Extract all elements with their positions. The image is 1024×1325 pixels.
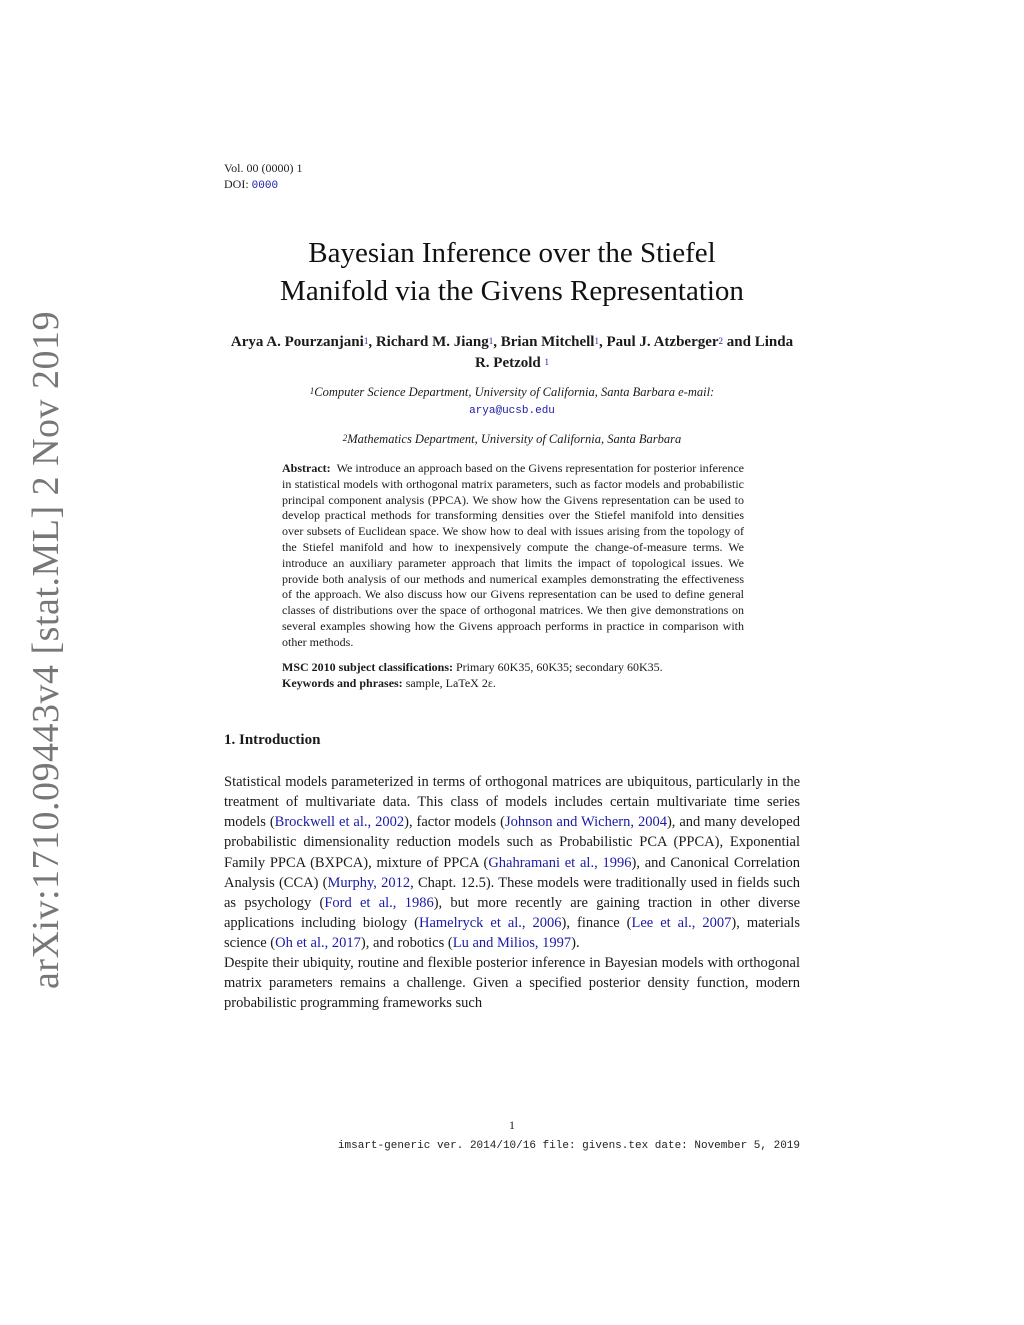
citation-link[interactable]: Brockwell et al., 2002 xyxy=(274,814,405,831)
keywords-text: sample, LaTeX 2ε. xyxy=(405,676,496,691)
citation-link[interactable]: Ghahramani et al., 1996 xyxy=(488,854,632,871)
affiliation-1 xyxy=(224,384,800,400)
text-run: Statistical models parameterized in terms of orthogonal matrices are ubiquitous, particularly in the treatment of multivariate data. This class of models includes certain multivariate time series models ( xyxy=(224,774,800,831)
introduction-body xyxy=(224,772,800,1013)
msc-label: MSC 2010 subject classifications: xyxy=(282,659,453,674)
introduction-paragraph-1 xyxy=(224,772,800,953)
citation-link[interactable]: Lee et al., 2007 xyxy=(631,914,732,931)
text-run: ), and many developed probabilistic dimensionality reduction models such as Probabilistic PCA (PPCA), Exponential Family PPCA (BXPCA), mixture of PPCA ( xyxy=(224,814,800,871)
doi-line xyxy=(224,176,800,194)
affiliation-1-number: 1 xyxy=(309,386,315,396)
msc-text: Primary 60K35, 60K35; secondary 60K35. xyxy=(456,659,663,674)
text-run: ), finance ( xyxy=(561,914,632,931)
citation-link[interactable]: Ford et al., 1986 xyxy=(324,894,434,911)
citation-link[interactable]: Johnson and Wichern, 2004 xyxy=(504,814,667,831)
paper-title xyxy=(224,234,800,310)
paper-page xyxy=(224,160,800,1013)
footer-metadata: imsart-generic ver. 2014/10/16 file: givens.tex date: November 5, 2019 xyxy=(337,1140,800,1152)
author-name: Arya A. Pourzanjani xyxy=(230,334,364,350)
author-affiliation-mark[interactable]: 1 xyxy=(488,336,494,346)
title-line-2: Manifold via the Givens Representation xyxy=(280,275,744,307)
affiliation-2-number: 2 xyxy=(342,433,348,443)
author-name: Brian Mitchell xyxy=(500,334,595,350)
keywords-label: Keywords and phrases: xyxy=(282,676,403,691)
arxiv-identifier-text: arXiv:1710.09443v4 [stat.ML] 2 Nov 2019 xyxy=(25,310,68,990)
affiliation-1-text: Computer Science Department, University of California, Santa Barbara e-mail: xyxy=(314,385,715,399)
journal-meta xyxy=(224,160,800,194)
author-separator: and xyxy=(723,334,755,350)
citation-link[interactable]: Murphy, 2012 xyxy=(327,874,411,891)
text-run: ), and Canonical Correlation Analysis (CCA) ( xyxy=(224,854,801,891)
section-heading-introduction: 1. Introduction xyxy=(224,732,321,749)
abstract-label: Abstract: xyxy=(282,461,331,475)
volume-line: Vol. 00 (0000) 1 xyxy=(224,161,303,175)
text-run: ). xyxy=(571,934,580,951)
citation-link[interactable]: Oh et al., 2017 xyxy=(275,934,361,951)
title-line-1: Bayesian Inference over the Stiefel xyxy=(308,237,716,269)
introduction-paragraph-2: Despite their ubiquity, routine and flexible posterior inference in Bayesian models with orthogonal matrix parameters remains a challenge. Given a specified posterior density function, modern probabilistic programming frameworks such xyxy=(224,955,800,1012)
author-affiliation-mark[interactable]: 1 xyxy=(594,336,599,346)
author-separator: , xyxy=(598,334,607,350)
author-separator: , xyxy=(368,334,376,350)
text-run: ), materials science ( xyxy=(224,914,800,951)
author-name: Linda R. Petzold xyxy=(474,334,794,371)
doi-link[interactable]: 0000 xyxy=(251,180,279,192)
abstract-text: We introduce an approach based on the Givens representation for posterior inference in statistical models with orthogonal matrix parameters, such as factor models and probabilistic principal component analysis (PPCA). We show how the Givens representation can be used to develop practical methods for transforming densities over the Stiefel manifold into densities over subsets of Euclidean space. We show how to deal with issues arising from the topology of the Stiefel manifold and how to inexpensively compute the change-of-measure terms. We introduce an auxiliary parameter approach that limits the impact of topological issues. We provide both analysis of our methods and numerical examples demonstrating the effectiveness of the approach. We also discuss how our Givens representation can be used to define general classes of distributions over the space of orthogonal matrices. We then give demonstrations on several examples showing how the Givens approach performs in practice in comparison with other methods. xyxy=(282,461,744,649)
author-name: Paul J. Atzberger xyxy=(606,334,719,350)
affiliation-2 xyxy=(224,431,800,447)
affiliation-email-line xyxy=(224,400,800,419)
author-separator: , xyxy=(493,334,501,350)
citation-link[interactable]: Lu and Milios, 1997 xyxy=(452,934,572,951)
text-run: ), but more recently are gaining traction in other diverse applications including biology ( xyxy=(224,894,801,931)
author-affiliation-mark[interactable]: 2 xyxy=(718,336,724,346)
abstract xyxy=(282,461,744,651)
author-name: Richard M. Jiang xyxy=(375,334,489,350)
text-run: ), factor models ( xyxy=(404,814,505,831)
msc-classifications xyxy=(282,660,744,676)
affiliation-2-text: Mathematics Department, University of California, Santa Barbara xyxy=(347,432,682,446)
doi-label: DOI: xyxy=(224,177,252,191)
page-number: 1 xyxy=(509,1118,515,1132)
author-list xyxy=(224,332,800,374)
text-run: , Chapt. 12.5). These models were traditionally used in fields such as psychology ( xyxy=(224,874,801,911)
author-email-link[interactable]: arya@ucsb.edu xyxy=(469,405,555,417)
arxiv-identifier-stamp xyxy=(25,310,68,990)
author-affiliation-mark[interactable]: 1 xyxy=(544,357,550,367)
text-run: ), and robotics ( xyxy=(360,934,453,951)
keywords xyxy=(282,676,744,692)
author-affiliation-mark[interactable]: 1 xyxy=(363,336,369,346)
citation-link[interactable]: Hamelryck et al., 2006 xyxy=(418,914,562,931)
